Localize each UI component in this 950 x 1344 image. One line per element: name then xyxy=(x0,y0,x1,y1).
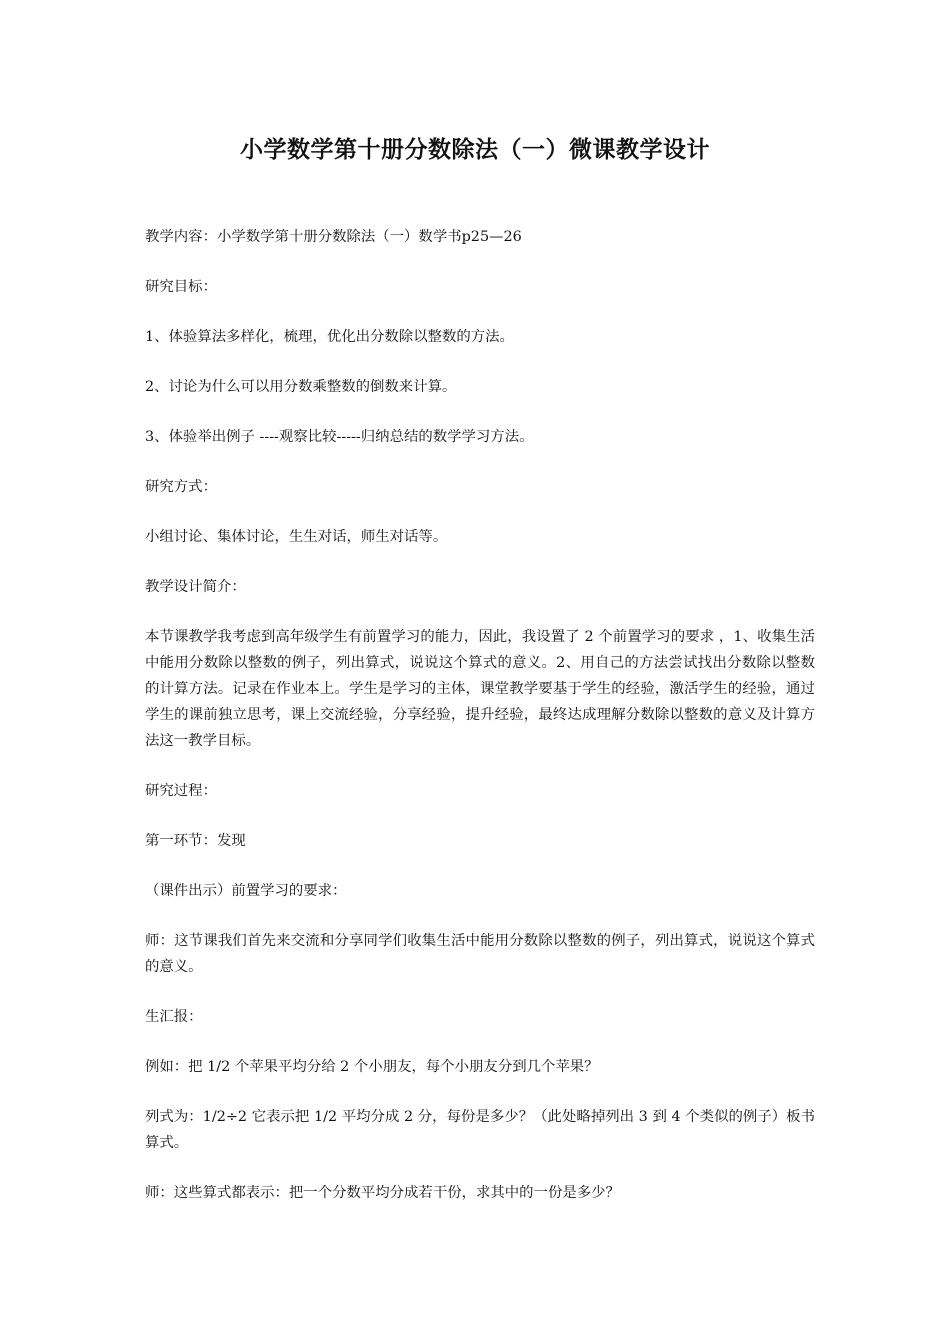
paragraph: 列式为：1/2÷2 它表示把 1/2 平均分成 2 分，每份是多少？（此处略掉列出 3 到 4 个类似的例子）板书算式。 xyxy=(145,1109,815,1151)
paragraph: 生汇报： xyxy=(145,1009,203,1025)
paragraph: 1、体验算法多样化，梳理，优化出分数除以整数的方法。 xyxy=(145,329,514,345)
paragraph: 第一环节：发现 xyxy=(145,833,246,849)
paragraph: 研究过程： xyxy=(145,783,217,799)
paragraph: 教学设计简介： xyxy=(145,579,246,595)
paragraph: 小组讨论、集体讨论，生生对话，师生对话等。 xyxy=(145,529,448,545)
paragraph: （课件出示）前置学习的要求： xyxy=(145,883,347,899)
paragraph: 3、体验举出例子 ----观察比较-----归纳总结的数学学习方法。 xyxy=(145,429,534,445)
paragraph: 研究目标： xyxy=(145,279,217,295)
paragraph: 教学内容：小学数学第十册分数除法（一）数学书p25—26 xyxy=(145,229,522,245)
document-body xyxy=(145,224,815,1230)
paragraph: 师：这节课我们首先来交流和分享同学们收集生活中能用分数除以整数的例子，列出算式，说说这个算式的意义。 xyxy=(145,933,815,975)
paragraph: 师：这些算式都表示：把一个分数平均分成若干份，求其中的一份是多少？ xyxy=(145,1185,620,1201)
paragraph: 2、讨论为什么可以用分数乘整数的倒数来计算。 xyxy=(145,379,457,395)
document-title: 小学数学第十册分数除法（一）微课教学设计 xyxy=(240,136,710,163)
paragraph: 例如：把 1/2 个苹果平均分给 2 个小朋友，每个小朋友分到几个苹果？ xyxy=(145,1059,599,1075)
paragraph: 研究方式： xyxy=(145,479,217,495)
paragraph: 本节课教学我考虑到高年级学生有前置学习的能力，因此，我设置了 2 个前置学习的要求 ，1、收集生活中能用分数除以整数的例子，列出算式，说说这个算式的意义。2、用自己的方法尝试找出分数除以整数的计算方法。记录在作业本上。学生是学习的主体，课堂教学要基于学生的经验，激活学生的经验，通过学生的课前独立思考，课上交流经验，分享经验，提升经验，最终达成理解分数除以整数的意义及计算方法这一教学目标。 xyxy=(145,629,815,749)
